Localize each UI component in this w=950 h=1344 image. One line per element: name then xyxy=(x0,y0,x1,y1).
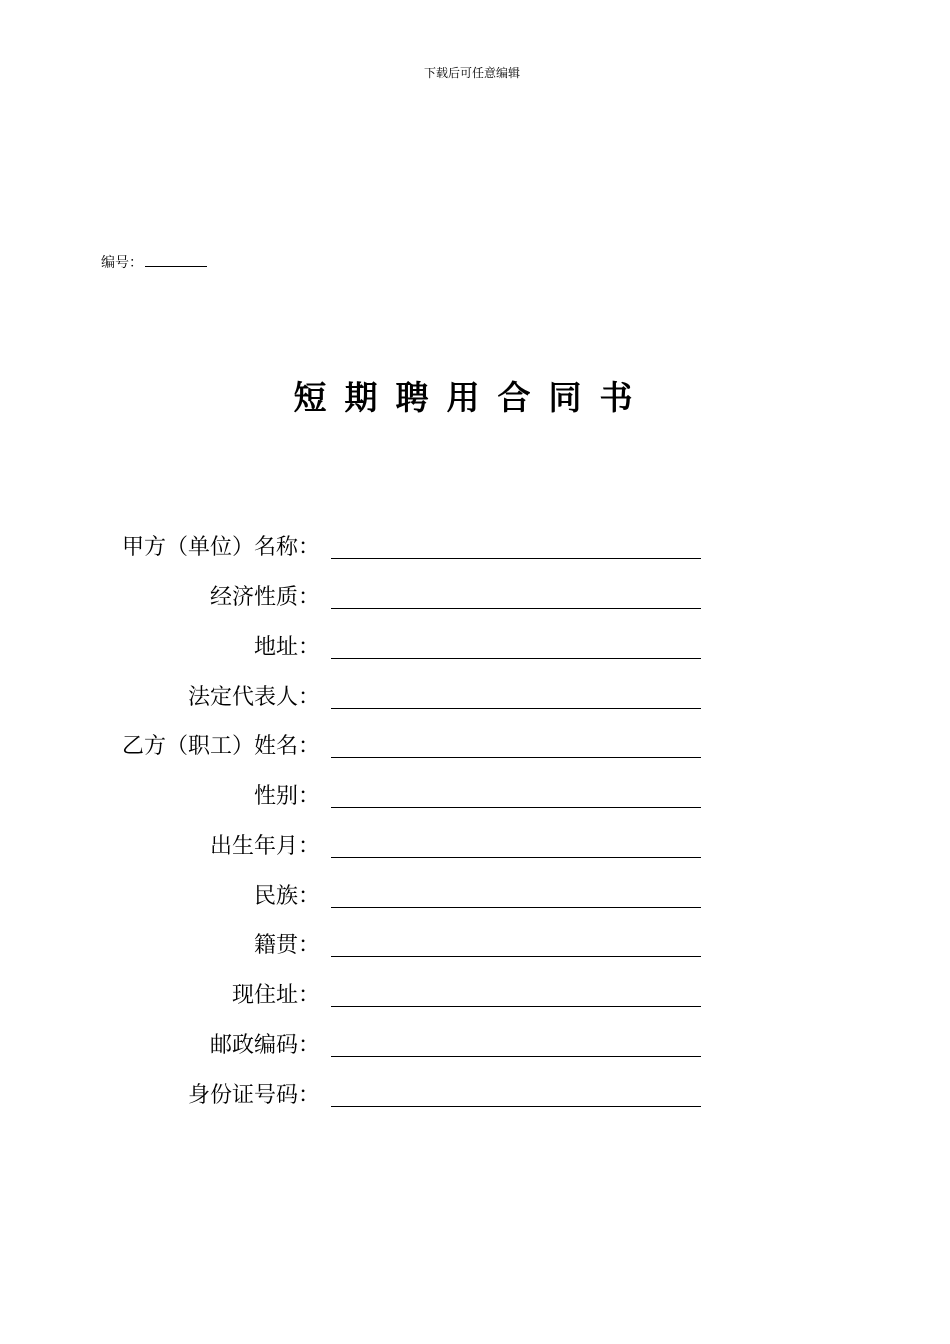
field-blank-line[interactable] xyxy=(331,1056,701,1057)
field-blank-line[interactable] xyxy=(331,757,701,758)
field-label: 乙方（职工）姓名： xyxy=(121,734,320,759)
field-native-place xyxy=(0,922,950,972)
field-current-address xyxy=(0,972,950,1022)
field-label: 甲方（单位）名称： xyxy=(121,535,320,560)
field-id-number xyxy=(0,1072,950,1122)
field-blank-line[interactable] xyxy=(331,708,701,709)
field-blank-line[interactable] xyxy=(331,1106,701,1107)
field-label: 邮政编码： xyxy=(209,1033,320,1058)
field-label: 民族： xyxy=(253,884,320,909)
field-label: 性别： xyxy=(253,784,320,809)
field-postal-code xyxy=(0,1022,950,1072)
field-economic-nature xyxy=(0,574,950,624)
field-gender xyxy=(0,773,950,823)
field-legal-representative xyxy=(0,674,950,724)
field-blank-line[interactable] xyxy=(331,558,701,559)
field-party-a-name xyxy=(0,524,950,574)
field-address xyxy=(0,624,950,674)
doc-number xyxy=(101,252,207,273)
field-party-b-name xyxy=(0,723,950,773)
doc-number-label: 编号： xyxy=(101,255,143,271)
header-note: 下载后可任意编辑 xyxy=(423,66,520,80)
field-blank-line[interactable] xyxy=(331,907,701,908)
field-ethnicity xyxy=(0,873,950,923)
field-blank-line[interactable] xyxy=(331,956,701,957)
field-blank-line[interactable] xyxy=(331,658,701,659)
field-birth-date xyxy=(0,823,950,873)
field-label: 地址： xyxy=(253,635,320,660)
field-label: 法定代表人： xyxy=(187,685,320,710)
field-label: 经济性质： xyxy=(209,585,320,610)
field-blank-line[interactable] xyxy=(331,608,701,609)
field-label: 出生年月： xyxy=(209,834,320,859)
document-title: 短期聘用合同书 xyxy=(293,378,651,417)
field-blank-line[interactable] xyxy=(331,857,701,858)
field-label: 现住址： xyxy=(231,983,320,1008)
field-blank-line[interactable] xyxy=(331,807,701,808)
field-blank-line[interactable] xyxy=(331,1006,701,1007)
field-label: 身份证号码： xyxy=(187,1083,320,1108)
doc-number-blank[interactable] xyxy=(145,252,207,267)
field-label: 籍贯： xyxy=(253,933,320,958)
